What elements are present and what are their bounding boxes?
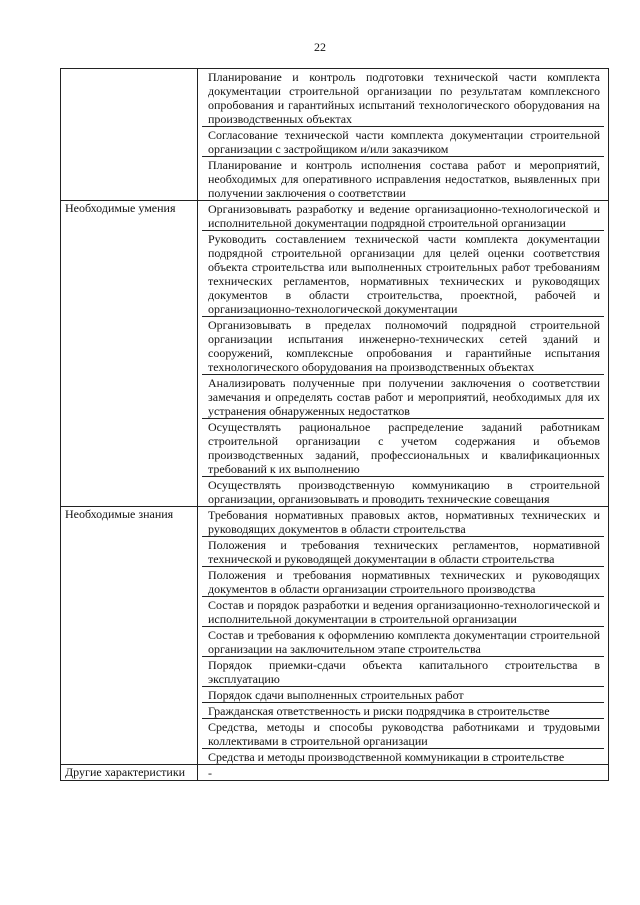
table-row bbox=[61, 765, 609, 781]
row-content bbox=[198, 69, 609, 201]
list-item: Согласование технической части комплекта документации строительной организации с застройщиком и/или заказчиком bbox=[202, 127, 604, 157]
row-label: Необходимые знания bbox=[61, 507, 198, 765]
list-item: Организовывать разработку и ведение организационно-технологической и исполнительной документации подрядной строительной организации bbox=[202, 201, 604, 231]
row-content bbox=[198, 507, 609, 765]
list-item: Гражданская ответственность и риски подрядчика в строительстве bbox=[202, 703, 604, 719]
list-item: Планирование и контроль подготовки технической части комплекта документации строительной организации по результатам комплексного опробования и гарантийных испытаний технологического оборудования на производственных объектах bbox=[202, 69, 604, 127]
list-item: Средства, методы и способы руководства работниками и трудовыми коллективами в строительной организации bbox=[202, 719, 604, 749]
table-row bbox=[61, 201, 609, 507]
list-item: - bbox=[208, 766, 212, 780]
row-label: Необходимые умения bbox=[61, 201, 198, 507]
list-item: Руководить составлением технической части комплекта документации подрядной строительной организации для целей оценки соответствия объекта строительства или выполненных строительных работ требованиям технических регламентов, нормативных технических и руководящих документов в области строительства, проектной, рабочей и организационно-технологической документации bbox=[202, 231, 604, 317]
row-label: Другие характеристики bbox=[61, 765, 198, 781]
list-item: Планирование и контроль исполнения состава работ и мероприятий, необходимых для оперативного исправления недостатков, выявленных при получении заключения о соответствии bbox=[208, 158, 600, 200]
table-row bbox=[61, 69, 609, 201]
list-item: Положения и требования технических регламентов, нормативной технической и руководящей документации в области строительства bbox=[202, 537, 604, 567]
list-item: Порядок приемки-сдачи объекта капитального строительства в эксплуатацию bbox=[202, 657, 604, 687]
list-item: Организовывать в пределах полномочий подрядной строительной организации испытания инженерно-технических сетей зданий и сооружений, комплексные опробования и гарантийные испытания технологического оборудования на производственных объектах bbox=[202, 317, 604, 375]
list-item: Порядок сдачи выполненных строительных работ bbox=[202, 687, 604, 703]
list-item: Состав и требования к оформлению комплекта документации строительной организации на заключительном этапе строительства bbox=[202, 627, 604, 657]
list-item: Средства и методы производственной коммуникации в строительстве bbox=[208, 750, 565, 764]
characteristics-table bbox=[60, 68, 609, 781]
list-item: Осуществлять производственную коммуникацию в строительной организации, организовывать и проводить технические совещания bbox=[208, 478, 600, 506]
table-row bbox=[61, 507, 609, 765]
row-content bbox=[198, 765, 609, 781]
list-item: Анализировать полученные при получении заключения о соответствии замечания и определять состав работ и мероприятий, необходимых для их устранения обнаруженных недостатков bbox=[202, 375, 604, 419]
row-label bbox=[61, 69, 198, 201]
list-item: Осуществлять рациональное распределение заданий работникам строительной организации с учетом содержания и объемов производственных заданий, профессиональных и квалификационных требований к их выполнению bbox=[202, 419, 604, 477]
page-number: 22 bbox=[314, 40, 326, 54]
list-item: Требования нормативных правовых актов, нормативных технических и руководящих документов в области строительства bbox=[202, 507, 604, 537]
list-item: Состав и порядок разработки и ведения организационно-технологической и исполнительной документации в строительной организации bbox=[202, 597, 604, 627]
row-content bbox=[198, 201, 609, 507]
list-item: Положения и требования нормативных технических и руководящих документов в области организации строительного производства bbox=[202, 567, 604, 597]
